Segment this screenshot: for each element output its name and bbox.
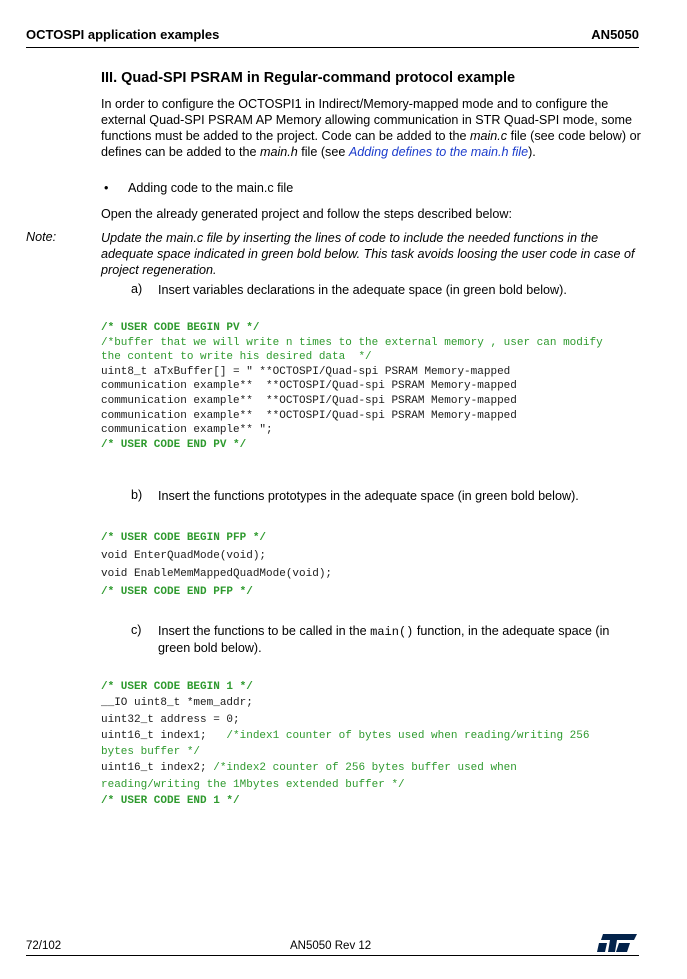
page-number: 72/102 (26, 940, 62, 952)
note-text: Update the main.c file by inserting the lines of code to include the needed functions in the adequate space indicated in green bold below. This task avoids loosing the user code in case of project regeneration. (101, 231, 635, 277)
note-label: Note: (26, 230, 57, 244)
header-divider (26, 47, 639, 48)
adding-defines-link[interactable]: Adding defines to the main.h file (348, 145, 529, 159)
code-1-line2: uint32_t address = 0; (101, 713, 240, 726)
code-1-line4: uint16_t index2; (101, 762, 207, 775)
step-b-text: Insert the functions prototypes in the adequate space (in green bold below). (158, 489, 579, 503)
header-section-title: OCTOSPI application examples (26, 27, 220, 42)
bullet-icon: • (104, 181, 109, 195)
open-project-text: Open the already generated project and follow the steps described below: (101, 207, 512, 221)
doc-revision: AN5050 Rev 12 (290, 940, 372, 952)
code-pv-body: uint8_t aTxBuffer[] = " **OCTOSPI/Quad-spi PSRAM Memory-mapped communication example** **OCTOSPI/Quad-spi PSRAM Memory-mapped communication example** **OCTOSPI/Quad-spi PSRAM Memory-mapped communication example** **OCTOSPI/Quad-spi PSRAM Memory-mapped communication example** "; (101, 365, 517, 437)
code-1-line4-comment: /*index2 counter of 256 bytes buffer used when reading/writing the 1Mbytes extended buffer */ (101, 762, 517, 791)
code-pv-comment: /*buffer that we will write n times to the external memory , user can modify the content to write his desired data */ (101, 336, 603, 364)
code-1-line1: __IO uint8_t *mem_addr; (101, 697, 253, 710)
code-block-1 (101, 679, 661, 809)
step-a-text: Insert variables declarations in the adequate space (in green bold below). (158, 283, 567, 297)
footer-divider (26, 955, 639, 956)
code-1-line3-comment: /*index1 counter of bytes used when reading/writing 256 bytes buffer */ (101, 729, 590, 759)
step-b-letter: b) (131, 488, 143, 502)
code-1-end: /* USER CODE END 1 */ (101, 795, 240, 808)
intro-paragraph: In order to configure the OCTOSPI1 in Indirect/Memory-mapped mode and to configure the external Quad-SPI PSRAM AP Memory allowing communication in STR Quad-SPI mode, some functions must be added to the project. Code can be added to the main.c file (see code below) or defines can be added to the main.h file (see Adding defines to the main.h file). (101, 97, 641, 159)
code-pv-end: /* USER CODE END PV */ (101, 438, 247, 451)
header-doc-id: AN5050 (591, 27, 639, 42)
st-logo-icon (597, 932, 637, 952)
section-title: III. Quad-SPI PSRAM in Regular-command protocol example (101, 70, 516, 86)
step-c-text: Insert the functions to be called in the main() function, in the adequate space (in green bold below). (158, 624, 610, 655)
step-c-letter: c) (131, 623, 142, 637)
code-block-pv (101, 321, 661, 452)
code-1-line3: uint16_t index1; (101, 729, 207, 742)
code-pfp-begin: /* USER CODE BEGIN PFP */ (101, 532, 267, 544)
bullet-text: Adding code to the main.c file (128, 181, 294, 195)
main-function-code: main() (370, 625, 414, 639)
code-pv-begin: /* USER CODE BEGIN PV */ (101, 322, 260, 334)
step-a-letter: a) (131, 282, 143, 296)
code-1-begin: /* USER CODE BEGIN 1 */ (101, 681, 253, 693)
code-pfp-body: void EnterQuadMode(void); void EnableMemMappedQuadMode(void); (101, 550, 333, 580)
code-block-pfp (101, 529, 661, 601)
code-pfp-end: /* USER CODE END PFP */ (101, 586, 253, 598)
